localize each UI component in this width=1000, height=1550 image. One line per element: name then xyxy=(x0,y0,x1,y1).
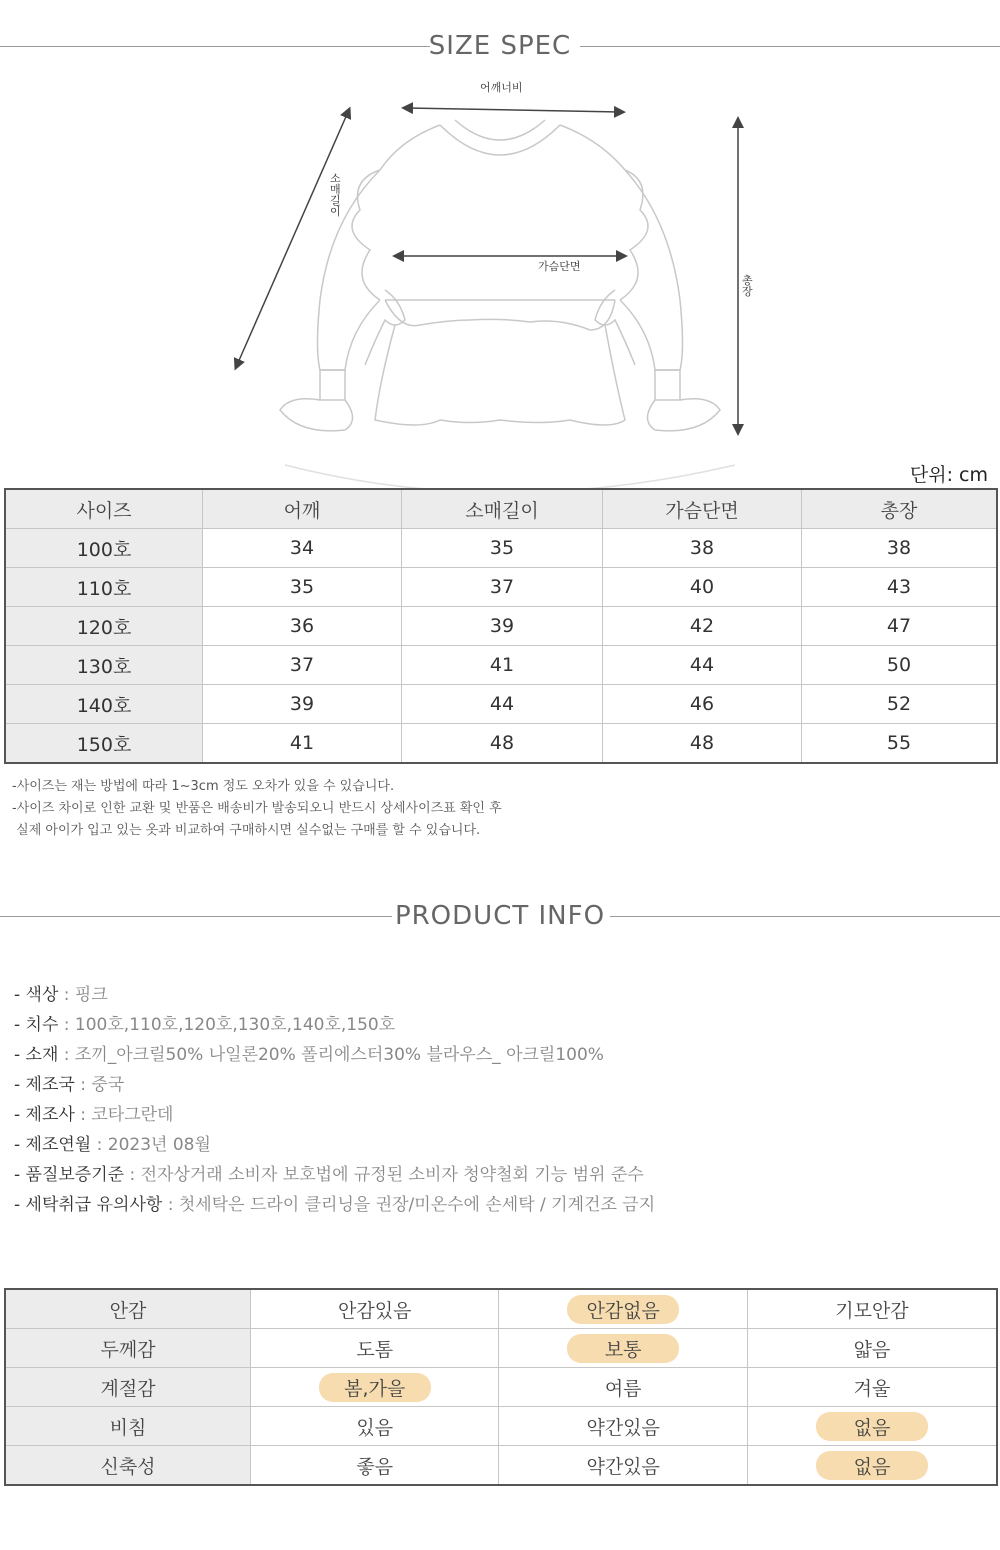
option-cell xyxy=(747,1289,997,1329)
value-cell: 50 xyxy=(802,646,998,685)
value-cell: 41 xyxy=(203,724,402,764)
info-label: - 품질보증기준 xyxy=(14,1165,125,1185)
option-label: 기모안감 xyxy=(835,1299,909,1322)
option-label: 있음 xyxy=(356,1416,394,1439)
chest-label: 가슴단면 xyxy=(538,260,581,273)
size-cell: 120호 xyxy=(5,607,203,646)
section-title: SIZE SPEC xyxy=(428,31,572,61)
section-title: PRODUCT INFO xyxy=(394,901,606,931)
option-label: 도톰 xyxy=(356,1338,394,1361)
measure-arrows xyxy=(237,108,738,430)
value-cell: 38 xyxy=(603,529,802,568)
info-label: - 제조국 xyxy=(14,1075,75,1095)
value-cell: 40 xyxy=(603,568,802,607)
info-value: : 코타그란데 xyxy=(74,1105,174,1125)
header-cell: 사이즈 xyxy=(5,489,203,529)
table-row xyxy=(5,685,997,724)
size-table xyxy=(4,488,998,764)
info-value: : 전자상거래 소비자 보호법에 규정된 소비자 청약철회 기능 범위 준수 xyxy=(124,1165,644,1185)
option-label: 여름 xyxy=(604,1377,642,1400)
option-label: 약간있음 xyxy=(586,1455,660,1478)
value-cell: 37 xyxy=(402,568,603,607)
sleeve-arrow xyxy=(237,112,348,365)
info-value: : 조끼_아크릴50% 나일론20% 폴리에스터30% 블라우스_ 아크릴100% xyxy=(58,1045,604,1065)
info-value: : 100호,110호,120호,130호,140호,150호 xyxy=(58,1015,396,1035)
value-cell: 55 xyxy=(802,724,998,764)
note-line: -사이즈는 재는 방법에 따라 1~3cm 정도 오차가 있을 수 있습니다. xyxy=(12,779,395,794)
size-cell: 110호 xyxy=(5,568,203,607)
value-cell: 48 xyxy=(603,724,802,764)
option-cell xyxy=(251,1368,499,1407)
length-label: 총장 xyxy=(742,274,753,298)
info-value: : 2023년 08월 xyxy=(91,1135,211,1155)
property-row-season xyxy=(5,1368,997,1407)
option-label: 안감있음 xyxy=(338,1299,412,1322)
garment-size-diagram xyxy=(0,70,1000,490)
selected-option: 없음 xyxy=(816,1451,928,1480)
option-cell xyxy=(251,1446,499,1486)
property-name: 두께감 xyxy=(5,1329,251,1368)
value-cell: 35 xyxy=(402,529,603,568)
option-cell xyxy=(747,1407,997,1446)
value-cell: 37 xyxy=(203,646,402,685)
option-label: 좋음 xyxy=(356,1455,394,1478)
option-label: 겨울 xyxy=(853,1377,891,1400)
table-row xyxy=(5,646,997,685)
option-cell xyxy=(499,1368,747,1407)
value-cell: 35 xyxy=(203,568,402,607)
option-cell xyxy=(499,1289,747,1329)
option-label: 얇음 xyxy=(853,1338,891,1361)
property-row-thickness xyxy=(5,1329,997,1368)
header-cell: 어깨 xyxy=(203,489,402,529)
property-name: 안감 xyxy=(5,1289,251,1329)
selected-option: 없음 xyxy=(816,1412,928,1441)
shoulder-arrow xyxy=(407,108,620,112)
property-table xyxy=(4,1288,998,1486)
selected-option: 안감없음 xyxy=(567,1295,679,1324)
info-label: - 제조사 xyxy=(14,1105,75,1125)
option-cell xyxy=(499,1446,747,1486)
property-name: 비침 xyxy=(5,1407,251,1446)
option-cell xyxy=(499,1329,747,1368)
product-info-heading xyxy=(0,896,1000,936)
info-label: - 소재 xyxy=(14,1045,59,1065)
info-label: - 색상 xyxy=(14,985,59,1005)
value-cell: 46 xyxy=(603,685,802,724)
header-cell: 소매길이 xyxy=(402,489,603,529)
size-cell: 130호 xyxy=(5,646,203,685)
value-cell: 44 xyxy=(402,685,603,724)
size-notes xyxy=(12,776,502,842)
value-cell: 41 xyxy=(402,646,603,685)
value-cell: 48 xyxy=(402,724,603,764)
info-row-date xyxy=(14,1130,655,1160)
info-value: : 핑크 xyxy=(58,985,108,1005)
option-cell xyxy=(251,1289,499,1329)
property-name: 계절감 xyxy=(5,1368,251,1407)
option-cell xyxy=(747,1446,997,1486)
size-table-header-row xyxy=(5,489,997,529)
info-row-country xyxy=(14,1070,655,1100)
value-cell: 47 xyxy=(802,607,998,646)
unit-label: 단위: cm xyxy=(909,464,988,486)
table-row xyxy=(5,724,997,764)
info-row-size xyxy=(14,1010,655,1040)
value-cell: 34 xyxy=(203,529,402,568)
info-value: : 첫세탁은 드라이 클리닝을 권장/미온수에 손세탁 / 기계건조 금지 xyxy=(162,1195,656,1215)
value-cell: 36 xyxy=(203,607,402,646)
property-row-transparency xyxy=(5,1407,997,1446)
info-label: - 제조연월 xyxy=(14,1135,92,1155)
table-row xyxy=(5,529,997,568)
info-row-washing xyxy=(14,1190,655,1220)
option-label: 약간있음 xyxy=(586,1416,660,1439)
product-info-list xyxy=(14,980,655,1220)
shoulder-label: 어깨너비 xyxy=(480,81,523,94)
option-cell xyxy=(747,1368,997,1407)
note-line: -사이즈 차이로 인한 교환 및 반품은 배송비가 발송되오니 반드시 상세사이즈표 확인 후 xyxy=(12,801,502,816)
value-cell: 38 xyxy=(802,529,998,568)
info-row-material xyxy=(14,1040,655,1070)
option-cell xyxy=(251,1407,499,1446)
size-cell: 100호 xyxy=(5,529,203,568)
size-spec-heading xyxy=(0,26,1000,66)
selected-option: 보통 xyxy=(567,1334,679,1363)
header-cell: 가슴단면 xyxy=(603,489,802,529)
sleeve-label: 소매길이 xyxy=(330,172,341,218)
size-cell: 140호 xyxy=(5,685,203,724)
property-name: 신축성 xyxy=(5,1446,251,1486)
value-cell: 52 xyxy=(802,685,998,724)
option-cell xyxy=(251,1329,499,1368)
value-cell: 39 xyxy=(402,607,603,646)
value-cell: 44 xyxy=(603,646,802,685)
property-row-lining xyxy=(5,1289,997,1329)
info-value: : 중국 xyxy=(74,1075,125,1095)
selected-option: 봄,가을 xyxy=(319,1373,431,1402)
option-cell xyxy=(747,1329,997,1368)
property-row-elasticity xyxy=(5,1446,997,1486)
garment-outline xyxy=(280,120,735,490)
value-cell: 43 xyxy=(802,568,998,607)
option-cell xyxy=(499,1407,747,1446)
info-label: - 치수 xyxy=(14,1015,59,1035)
info-row-manufacturer xyxy=(14,1100,655,1130)
table-row xyxy=(5,568,997,607)
value-cell: 42 xyxy=(603,607,802,646)
note-line: 실제 아이가 입고 있는 옷과 비교하여 구매하시면 실수없는 구매를 할 수 있습니다. xyxy=(12,823,481,838)
header-cell: 총장 xyxy=(802,489,998,529)
info-label: - 세탁취급 유의사항 xyxy=(14,1195,163,1215)
info-row-warranty xyxy=(14,1160,655,1190)
info-row-color xyxy=(14,980,655,1010)
table-row xyxy=(5,607,997,646)
size-cell: 150호 xyxy=(5,724,203,764)
value-cell: 39 xyxy=(203,685,402,724)
